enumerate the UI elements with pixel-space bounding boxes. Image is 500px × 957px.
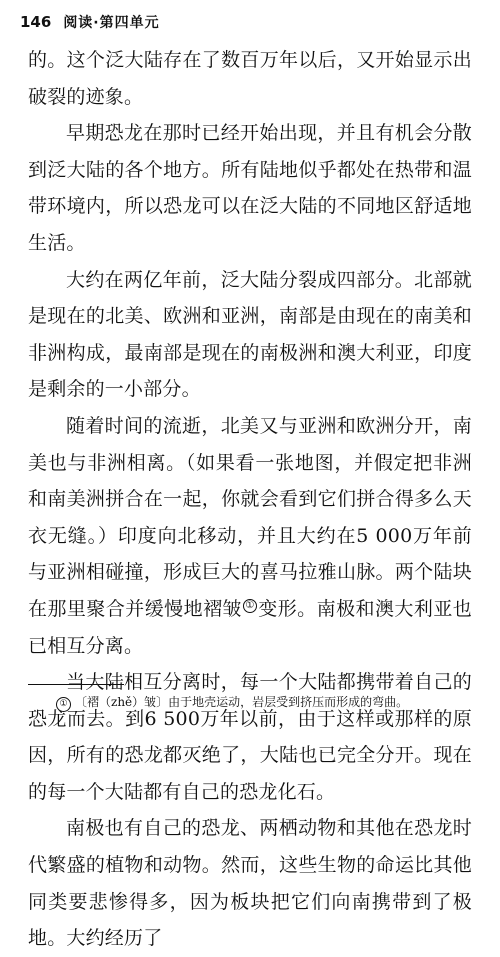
footnote-marker: ① — [56, 697, 71, 712]
paragraph-1: 的。这个泛大陆存在了数百万年以后，又开始显示出破裂的迹象。 — [28, 49, 472, 108]
paragraph-3: 大约在两亿年前，泛大陆分裂成四部分。北部就是现在的北美、欧洲和亚洲，南部是由现在的南美和非洲构成，最南部是现在的南极洲和澳大利亚，印度是剩余的一小部分。 — [28, 268, 472, 401]
paragraph-4-text: 随着时间的流逝，北美又与亚洲和欧洲分开，南美也与非洲相离。（如果看一张地图，并假定把非洲和南美洲拼合在一起，你就会看到它们拼合得多么天衣无缝。）印度向北移动，并且大约在5 000万年前与亚洲相碰撞，形成巨大的喜马拉雅山脉。两个陆块在那里聚合并缓慢地褶皱 — [28, 414, 472, 620]
paragraph-5: 当大陆相互分离时，每一个大陆都携带着自己的恐龙而去。到6 500万年以前，由于这样或那样的原因，所有的恐龙都灭绝了，大陆也已完全分开。现在的每一个大陆都有自己的恐龙化石。 — [28, 671, 472, 803]
footnote-text: 〔褶（zhě）皱〕由于地壳运动，岩层受到挤压而形成的弯曲。 — [75, 695, 409, 709]
page-number: 146 — [20, 13, 52, 31]
footnote-divider — [28, 684, 124, 685]
paragraph-4-tail: 变形。南极和澳大利亚也已相互分离。 — [28, 597, 472, 657]
footnote — [56, 693, 476, 712]
paragraph-6: 南极也有自己的恐龙、两栖动物和其他在恐龙时代繁盛的植物和动物。然而，这些生物的命运比其他同类要悲惨得多，因为板块把它们向南携带到了极地。大约经历了 — [28, 817, 472, 950]
footnote-reference: ① — [243, 599, 257, 613]
running-title: 阅读·第四单元 — [63, 15, 160, 31]
paragraph-2: 早期恐龙在那时已经开始出现，并且有机会分散到泛大陆的各个地方。所有陆地似乎都处在热带和温带环境内，所以恐龙可以在泛大陆的不同地区舒适地生活。 — [28, 122, 472, 254]
paragraph-4 — [28, 408, 472, 664]
page-header — [20, 10, 480, 34]
body-text — [28, 42, 472, 957]
